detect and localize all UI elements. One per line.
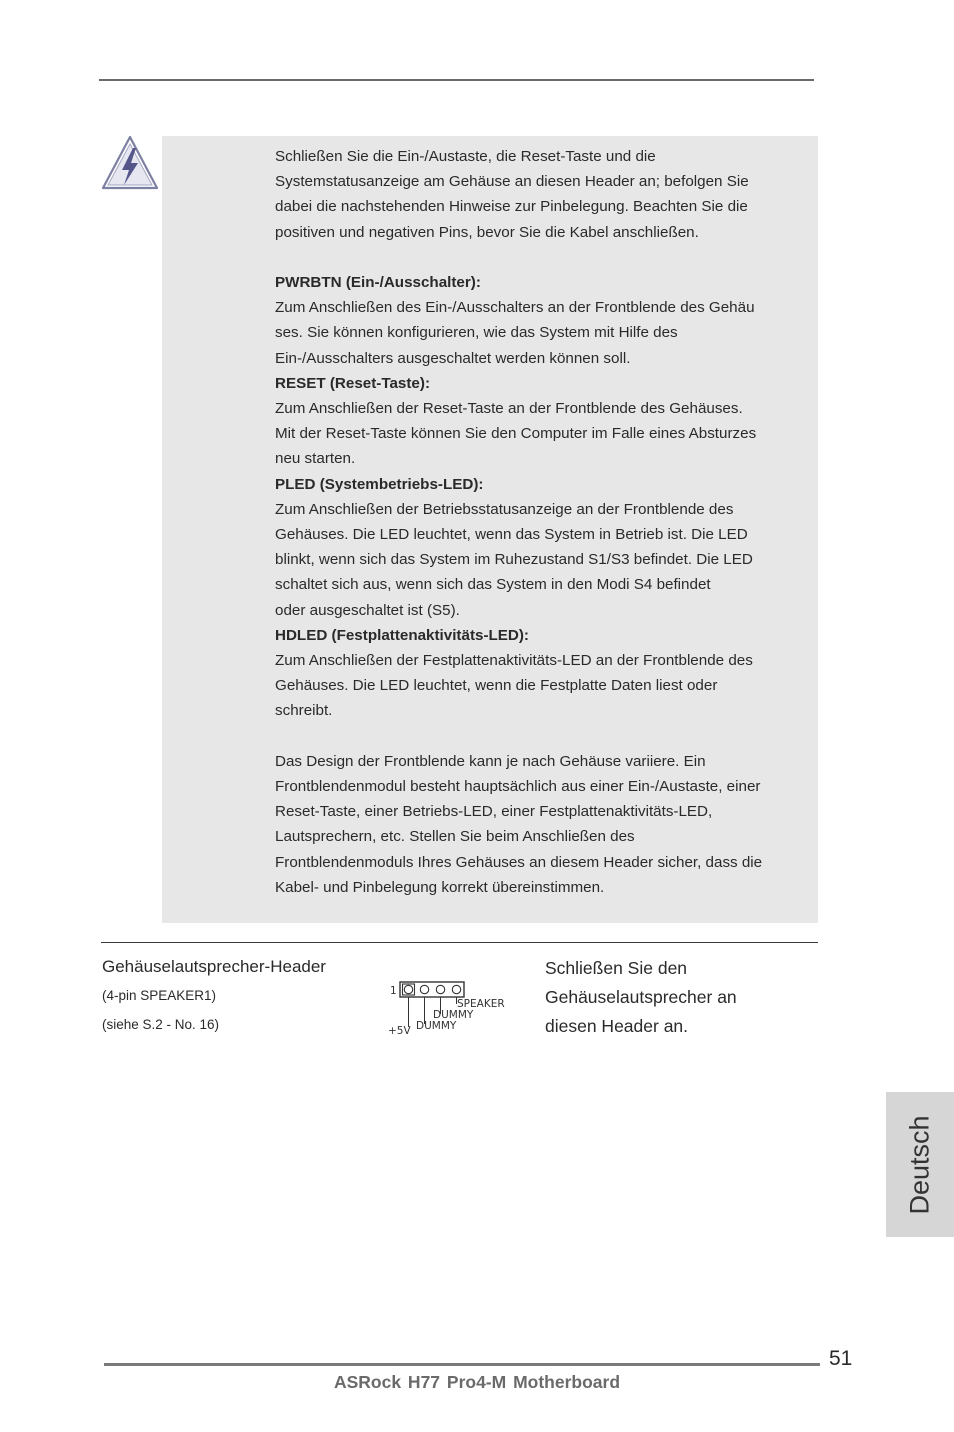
speaker-desc-line: Schließen Sie den [545,958,688,978]
section-divider [101,942,818,943]
dummy2-pin-label: DUMMY [416,1020,457,1032]
hdled-line: Gehäuses. Die LED leuchtet, wenn die Festplatte Daten liest oder [275,677,718,695]
language-tab-label: Deutsch [904,1114,935,1215]
reset-line: Mit der Reset-Taste können Sie den Computer im Falle eines Absturzes [275,425,757,443]
plus5v-pin-label: +5V [388,1025,411,1037]
design-line: Frontblendenmodul besteht hauptsächlich aus einer Ein-/Austaste, einer [275,778,761,796]
warning-icon [100,134,160,192]
pled-line: schaltet sich aus, wenn sich das System in den Modi S4 befindet [275,576,711,594]
pled-line: Gehäuses. Die LED leuchtet, wenn das System in Betrieb ist. Die LED [275,526,748,544]
pled-line: Zum Anschließen der Betriebsstatusanzeige an der Frontblende des [275,500,734,518]
hdled-line: schreibt. [275,702,333,720]
page-number: 51 [829,1347,853,1370]
design-line: Das Design der Frontblende kann je nach Gehäuse variiere. Ein [275,752,706,770]
design-line: Lautsprechern, etc. Stellen Sie beim Anschließen des [275,828,635,846]
pled-line: blinkt, wenn sich das System im Ruhezustand S1/S3 befindet. Die LED [275,551,753,569]
dummy1-pin-label: DUMMY [433,1009,474,1021]
speaker-desc-line: Gehäuselautsprecher an [545,987,737,1007]
pwrbtn-heading: PWRBTN (Ein-/Ausschalter): [275,274,481,291]
pwrbtn-line: Ein-/Ausschalters ausgeschaltet werden können soll. [275,349,631,367]
top-rule [99,79,814,81]
design-line: Kabel- und Pinbelegung korrekt übereinstimmen. [275,878,605,896]
pled-line: oder ausgeschaltet ist (S5). [275,601,460,619]
reset-heading: RESET (Reset-Taste): [275,374,430,392]
pled-heading: PLED (Systembetriebs-LED): [275,475,484,493]
speaker-page-ref: (siehe S.2 - No. 16) [102,1017,220,1032]
design-line: Frontblendenmoduls Ihres Gehäuses an diesem Header sicher, dass die [275,853,763,871]
reset-line: neu starten. [275,450,356,468]
design-line: Reset-Taste, einer Betriebs-LED, einer Festplattenaktivitäts-LED, [275,803,713,821]
speaker-description [545,954,815,1041]
caution-note-text [275,144,820,900]
intro-line: dabei die nachstehenden Hinweise zur Pinbelegung. Beachten Sie die [275,198,748,216]
intro-line: Schließen Sie die Ein-/Austaste, die Reset-Taste und die [275,148,656,165]
speaker-header-title: Gehäuselautsprecher-Header [102,957,326,976]
speaker-pin-info: (4-pin SPEAKER1) [102,988,217,1003]
reset-line: Zum Anschließen der Reset-Taste an der Frontblende des Gehäuses. [275,400,743,418]
hdled-heading: HDLED (Festplattenaktivitäts-LED): [275,626,529,644]
speaker-pin-label: SPEAKER [457,998,505,1010]
footer-rule [104,1363,820,1366]
intro-line: Systemstatusanzeige am Gehäuse an diesen Header an; befolgen Sie [275,173,749,191]
pwrbtn-line: Zum Anschließen des Ein-/Ausschalters an der Frontblende des Gehäu [275,299,755,317]
pwrbtn-line: ses. Sie können konfigurieren, wie das System mit Hilfe des [275,324,678,342]
speaker-desc-line: diesen Header an. [545,1016,689,1036]
footer-title: ASRock H77 Pro4-M Motherboard [333,1372,621,1392]
hdled-line: Zum Anschließen der Festplattenaktivitäts-LED an der Frontblende des [275,652,753,670]
speaker-pin-diagram [384,978,514,1038]
language-side-tab [886,1092,954,1237]
intro-line: positiven und negativen Pins, bevor Sie die Kabel anschließen. [275,223,699,241]
pin1-label: 1 [390,985,397,997]
